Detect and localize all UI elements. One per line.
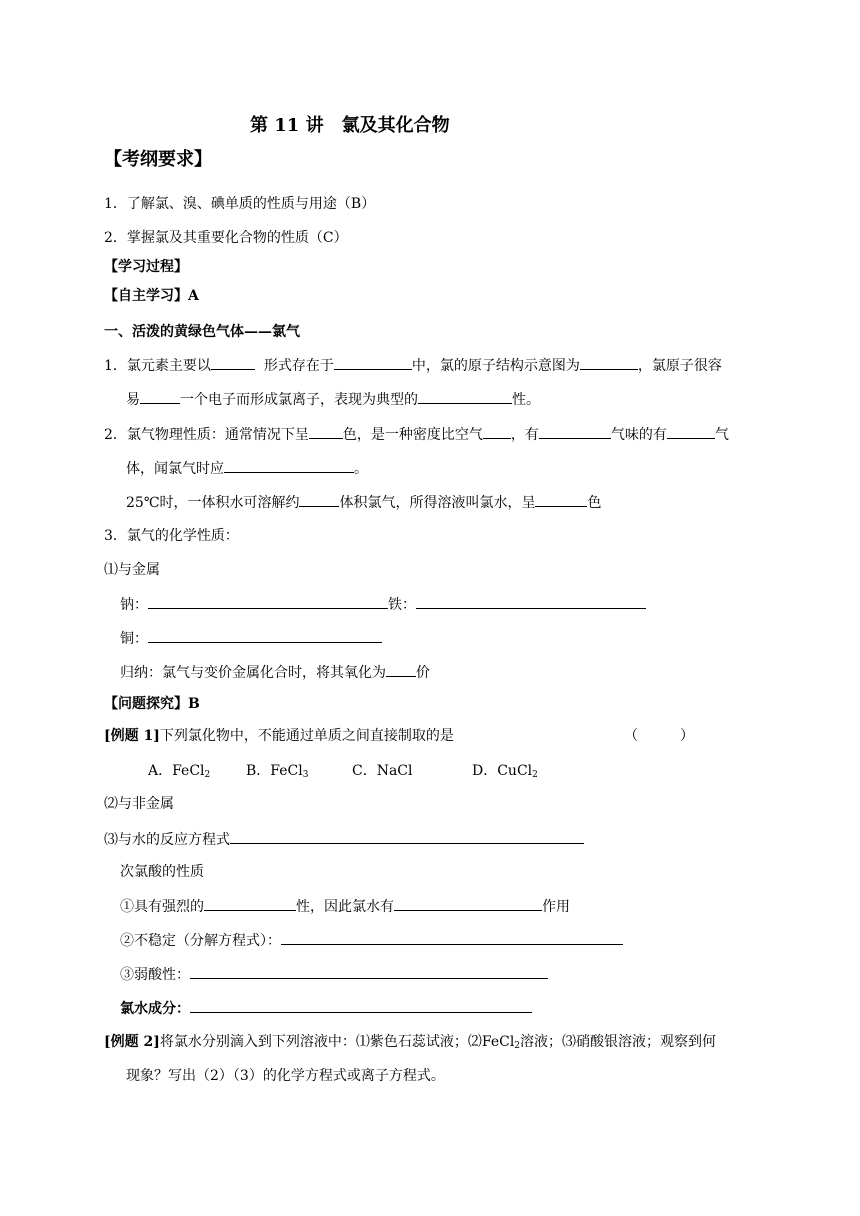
hclo-prop-1 <box>120 896 570 917</box>
blank[interactable] <box>418 389 512 404</box>
question-1-line-2 <box>126 389 540 410</box>
blank[interactable] <box>140 389 180 404</box>
part-heading-chlorine: 一、活泼的黄绿色气体——氯气 <box>104 324 300 340</box>
question-2-line-1 <box>104 424 729 445</box>
q1-text-f: 一个电子而形成氯离子，表现为典型的 <box>180 392 418 408</box>
q3-sub-3 <box>104 829 584 850</box>
example-2-line-2: 现象？写出（2）（3）的化学方程式或离子方程式。 <box>126 1068 445 1084</box>
option-a-text: A．FeCl <box>148 763 205 779</box>
q2-text-h: 25℃时，一体积水可溶解约 <box>126 495 300 511</box>
summary-text-b: 价 <box>416 665 430 681</box>
option-c[interactable]: C．NaCl <box>352 763 413 779</box>
blank[interactable] <box>230 829 584 844</box>
prop-2-text: ②不稳定（分解方程式）： <box>120 933 281 949</box>
option-d-text: D．CuCl <box>472 763 533 779</box>
components-label: 氯水成分： <box>120 1001 190 1017</box>
q2-text-g: 。 <box>354 461 368 477</box>
cu-label: 铜： <box>120 631 148 647</box>
prop-1-text-b: 性，因此氯水有 <box>296 899 394 915</box>
example-2-label: [例题 2] <box>104 1034 160 1050</box>
blank[interactable] <box>190 998 532 1013</box>
blank[interactable] <box>334 355 412 370</box>
example-1 <box>104 726 454 746</box>
q2-text-d: 气味的有 <box>610 427 667 443</box>
example-1-label: [例题 1] <box>104 728 160 744</box>
sub-2: 2 <box>532 770 538 780</box>
q1-text-c: 中，氯的原子结构示意图为 <box>411 358 580 374</box>
question-2-line-2 <box>126 458 368 479</box>
section-heading-zzxx: 【自主学习】A <box>104 288 199 304</box>
option-b[interactable] <box>246 761 308 781</box>
section-heading-kgyq: 【考纲要求】 <box>104 149 212 170</box>
q3-sub-2: ⑵与非金属 <box>104 796 174 812</box>
copper-line <box>120 628 382 649</box>
hclo-prop-3 <box>120 964 548 985</box>
blank[interactable] <box>281 930 623 945</box>
requirement-1: 1．了解氯、溴、碘单质的性质与用途（B） <box>104 196 376 212</box>
example-2-line-1 <box>104 1032 716 1052</box>
blank[interactable] <box>148 594 388 609</box>
sub-2: 2 <box>514 1041 521 1051</box>
page-title: 第 11 讲 氯及其化合物 <box>250 115 450 136</box>
blank[interactable] <box>299 492 339 507</box>
q1-text-a: 1．氯元素主要以 <box>104 358 211 374</box>
q2-text-i: 体积氯气，所得溶液叫氯水，呈 <box>339 495 536 511</box>
blank[interactable] <box>394 896 542 911</box>
sodium-line <box>120 594 646 615</box>
prop-1-text-a: ①具有强烈的 <box>120 899 204 915</box>
example-1-answer-paren: （ ） <box>624 728 694 744</box>
blank[interactable] <box>224 458 354 473</box>
example-2-text-b: 溶液；⑶硝酸银溶液；观察到何 <box>520 1034 717 1050</box>
summary-text-a: 归纳：氯气与变价金属化合时，将其氧化为 <box>120 665 386 681</box>
summary-line <box>120 662 430 683</box>
q1-text-d: ，氯原子很容 <box>637 358 722 374</box>
q2-text-a: 2．氯气物理性质：通常情况下呈 <box>104 427 309 443</box>
sub-3: 3 <box>302 770 309 780</box>
section-heading-xxgc: 【学习过程】 <box>104 259 188 275</box>
q3-sub-1: ⑴与金属 <box>104 562 160 578</box>
blank[interactable] <box>211 355 255 370</box>
question-2-line-3 <box>126 492 601 513</box>
q2-text-b: 色，是一种密度比空气 <box>342 427 483 443</box>
prop-3-text: ③弱酸性： <box>120 967 190 983</box>
na-label: 钠： <box>120 597 148 613</box>
hclo-prop-2 <box>120 930 623 951</box>
prop-1-text-c: 作用 <box>542 899 570 915</box>
q1-text-b: 形式存在于 <box>263 358 334 374</box>
q2-text-e: 气 <box>714 427 729 443</box>
q2-text-c: ，有 <box>510 427 539 443</box>
chlorine-water-components <box>120 998 532 1019</box>
blank[interactable] <box>148 628 382 643</box>
fe-label: 铁： <box>388 597 416 613</box>
section-heading-wttj: 【问题探究】B <box>104 696 200 712</box>
blank[interactable] <box>416 594 646 609</box>
example-2-text-a: 将氯水分别滴入到下列溶液中：⑴紫色石蕊试液；⑵FeCl <box>159 1034 515 1050</box>
sub-2: 2 <box>204 770 211 780</box>
example-1-text: 下列氯化物中，不能通过单质之间直接制取的是 <box>159 728 454 744</box>
requirement-2: 2．掌握氯及其重要化合物的性质（C） <box>104 230 348 246</box>
q2-text-j: 色 <box>587 495 602 511</box>
option-a[interactable] <box>148 761 210 781</box>
hclo-heading: 次氯酸的性质 <box>120 864 204 880</box>
blank[interactable] <box>204 896 296 911</box>
blank[interactable] <box>483 424 511 439</box>
option-b-text: B．FeCl <box>246 763 303 779</box>
q3-sub-3-text: ⑶与水的反应方程式 <box>104 832 230 848</box>
question-3: 3．氯气的化学性质： <box>104 528 239 544</box>
blank[interactable] <box>309 424 343 439</box>
q1-text-g: 性。 <box>512 392 540 408</box>
blank[interactable] <box>580 355 638 370</box>
question-1-line-1 <box>104 355 722 376</box>
option-d[interactable] <box>472 761 538 781</box>
blank[interactable] <box>386 662 416 677</box>
blank[interactable] <box>539 424 611 439</box>
blank[interactable] <box>535 492 587 507</box>
q2-text-f: 体，闻氯气时应 <box>126 461 224 477</box>
blank[interactable] <box>190 964 548 979</box>
blank[interactable] <box>667 424 715 439</box>
q1-text-e: 易 <box>126 392 140 408</box>
